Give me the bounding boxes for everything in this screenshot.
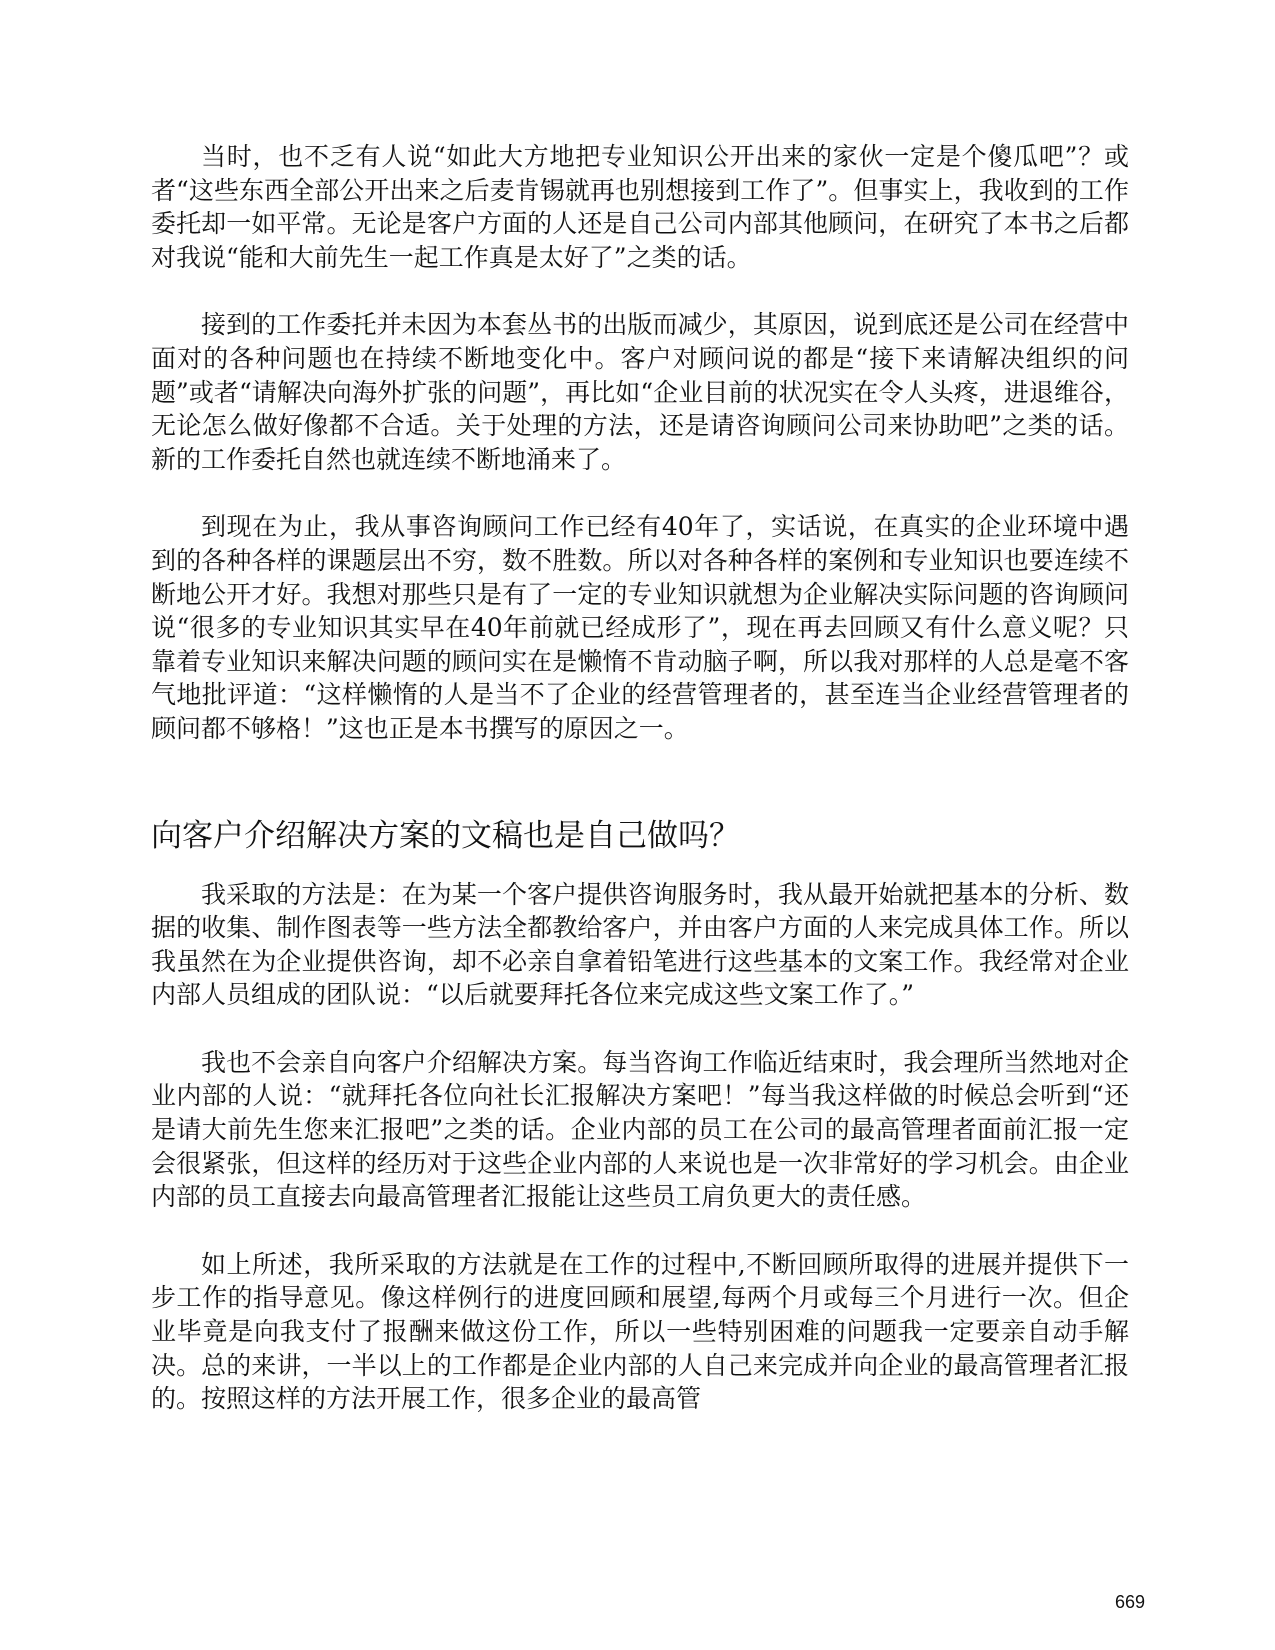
section-paragraph-2: 我也不会亲自向客户介绍解决方案。每当咨询工作临近结束时，我会理所当然地对企业内部的人说：“就拜托各位向社长汇报解决方案吧！”每当我这样做的时候总会听到“还是请大前先生您来汇报吧”之类的话。企业内部的员工在公司的最高管理者面前汇报一定会很紧张，但这样的经历对于这些企业内部的人来说也是一次非常好的学习机会。由企业内部的员工直接去向最高管理者汇报能让这些员工肩负更大的责任感。 — [151, 1047, 1129, 1212]
page-number: 669 — [1114, 1592, 1145, 1612]
section-heading: 向客户介绍解决方案的文稿也是自己做吗？ — [151, 817, 740, 854]
section-gap — [151, 746, 1129, 816]
section-paragraph-3: 如上所述，我所采取的方法就是在工作的过程中,不断回顾所取得的进展并提供下一步工作的指导意见。像这样例行的进度回顾和展望,每两个月或每三个月进行一次。但企业毕竟是向我支付了报酬来做这份工作，所以一些特别困难的问题我一定要亲自动手解决。总的来讲，一半以上的工作都是企业内部的人自己来完成并向企业的最高管理者汇报的。按照这样的方法开展工作，很多企业的最高管 — [151, 1249, 1129, 1414]
paragraph-gap — [151, 1214, 1129, 1248]
page-body — [151, 140, 1129, 1416]
paragraph-gap — [151, 1012, 1129, 1046]
paragraph-gap — [151, 476, 1129, 510]
section-paragraph-1: 我采取的方法是：在为某一个客户提供咨询服务时，我从最开始就把基本的分析、数据的收集、制作图表等一些方法全都教给客户，并由客户方面的人来完成具体工作。所以我虽然在为企业提供咨询，却不必亲自拿着铅笔进行这些基本的文案工作。我经常对企业内部人员组成的团队说：“以后就要拜托各位来完成这些文案工作了。” — [151, 879, 1129, 1010]
paragraph-3: 到现在为止，我从事咨询顾问工作已经有40年了，实话说，在真实的企业环境中遇到的各种各样的课题层出不穷，数不胜数。所以对各种各样的案例和专业知识也要连续不断地公开才好。我想对那些只是有了一定的专业知识就想为企业解决实际问题的咨询顾问说“很多的专业知识其实早在40年前就已经成形了”，现在再去回顾又有什么意义呢？只靠着专业知识来解决问题的顾问实在是懒惰不肯动脑子啊，所以我对那样的人总是毫不客气地批评道：“这样懒惰的人是当不了企业的经营管理者的，甚至连当企业经营管理者的顾问都不够格！”这也正是本书撰写的原因之一。 — [151, 512, 1129, 743]
paragraph-1: 当时，也不乏有人说“如此大方地把专业知识公开出来的家伙一定是个傻瓜吧”？或者“这些东西全部公开出来之后麦肯锡就再也别想接到工作了”。但事实上，我收到的工作委托却一如平常。无论是客户方面的人还是自己公司内部其他顾问，在研究了本书之后都对我说“能和大前先生一起工作真是太好了”之类的话。 — [151, 142, 1129, 272]
paragraph-gap — [151, 274, 1129, 308]
paragraph-2: 接到的工作委托并未因为本套丛书的出版而减少，其原因，说到底还是公司在经营中面对的各种问题也在持续不断地变化中。客户对顾问说的都是“接下来请解决组织的问题”或者“请解决向海外扩张的问题”，再比如“企业目前的状况实在令人头疼，进退维谷，无论怎么做好像都不合适。关于处理的方法，还是请咨询顾问公司来协助吧”之类的话。新的工作委托自然也就连续不断地涌来了。 — [151, 310, 1129, 474]
heading-gap — [151, 856, 1129, 878]
